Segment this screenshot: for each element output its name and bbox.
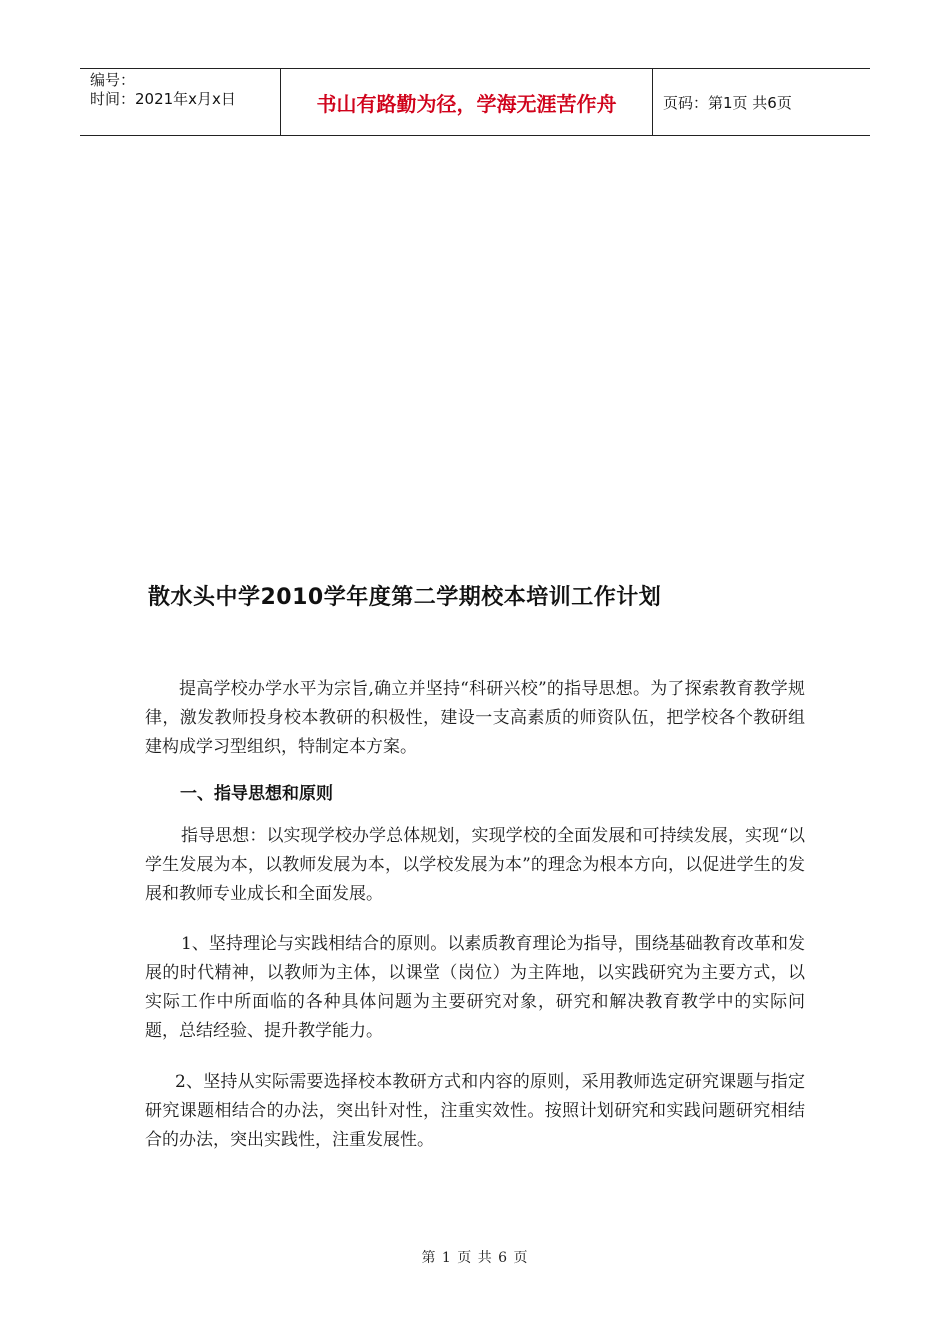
intro-paragraph: 提高学校办学水平为宗旨,确立并坚持“科研兴校”的指导思想。为了探索教育教学规律，激发教师投身校本教研的积极性，建设一支高素质的师资队伍，把学校各个教研组建构成学习型组织，特制定本方案。 — [145, 679, 805, 757]
document-title: 散水头中学2010学年度第二学期校本培训工作计划 — [148, 585, 662, 610]
principle-2-paragraph: 2、坚持从实际需要选择校本教研方式和内容的原则，采用教师选定研究课题与指定研究课题相结合的办法，突出针对性，注重实效性。按照计划研究和实践问题研究相结合的办法，突出实践性，注重发展性。 — [145, 1072, 805, 1150]
header-motto: 书山有路勤为径，学海无涯苦作舟 — [281, 69, 653, 135]
header-page-info: 页码：第1页 共6页 — [663, 93, 792, 112]
header-meta — [80, 69, 281, 135]
document-time-label: 时间：2021年x月x日 — [90, 90, 236, 108]
section-heading: 一、指导思想和原则 — [180, 784, 333, 804]
page-header — [80, 68, 870, 136]
guiding-thought-paragraph: 指导思想：以实现学校办学总体规划，实现学校的全面发展和可持续发展，实现“以学生发展为本，以教师发展为本，以学校发展为本”的理念为根本方向，以促进学生的发展和教师专业成长和全面发展。 — [145, 826, 805, 904]
document-number-label: 编号： — [90, 71, 136, 89]
principle-1-paragraph: 1、坚持理论与实践相结合的原则。以素质教育理论为指导，围绕基础教育改革和发展的时代精神，以教师为主体，以课堂（岗位）为主阵地，以实践研究为主要方式，以实际工作中所面临的各种具体问题为主要研究对象，研究和解决教育教学中的实际问题，总结经验、提升教学能力。 — [145, 934, 805, 1041]
page-footer-number: 第 1 页 共 6 页 — [421, 1250, 529, 1266]
